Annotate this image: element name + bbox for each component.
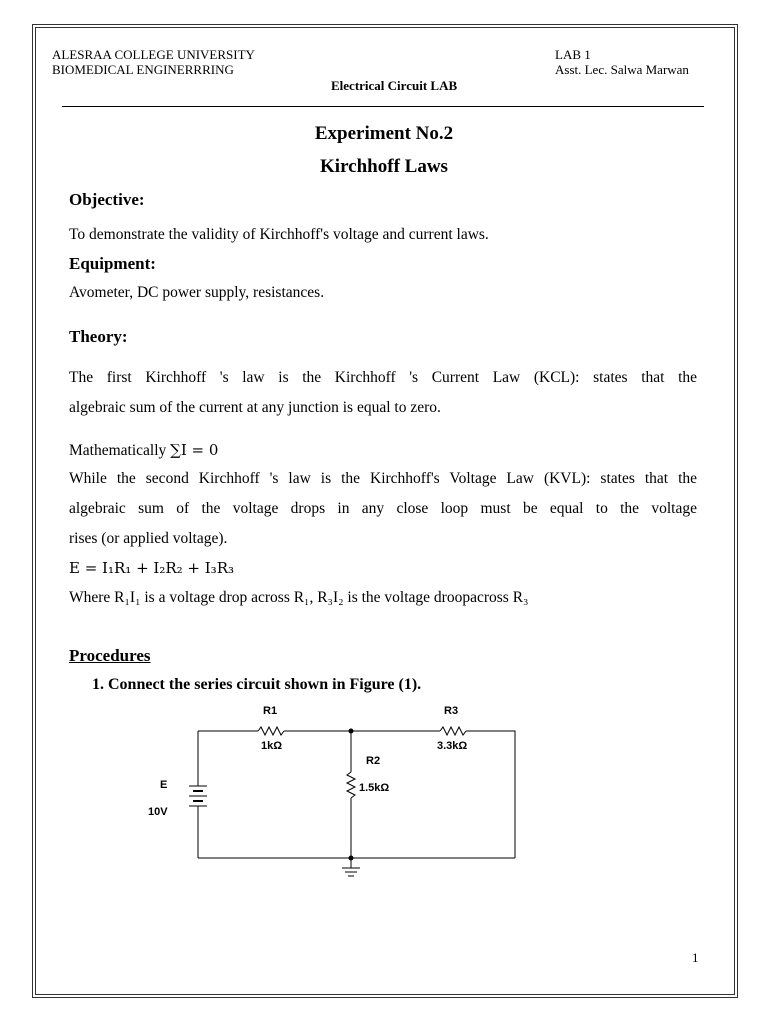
theory-heading: Theory: <box>69 327 128 346</box>
where-line: Where R₁I₁ is a voltage drop across R₁, R₃I₂ is the voltage droopacross R₃ <box>69 589 529 606</box>
objective-text: To demonstrate the validity of Kirchhoff's voltage and current laws. <box>69 226 489 243</box>
kcl-line-2: algebraic sum of the current at any junction is equal to zero. <box>69 399 441 416</box>
sum-current-equation: ∑I = 0 <box>170 441 219 459</box>
header-lab-number: LAB 1 <box>555 47 591 62</box>
junction-node-bottom <box>349 856 354 861</box>
r1-label: R1 <box>263 705 278 717</box>
kvl-line-2: algebraic sum of the voltage drops in any close loop must be equal to the voltage <box>69 500 697 517</box>
r1-value: 1kΩ <box>261 740 283 752</box>
r3-value: 3.3kΩ <box>437 740 468 752</box>
r3-label: R3 <box>444 705 459 717</box>
resistor-r2 <box>347 772 355 798</box>
header-university: ALESRAA COLLEGE UNIVERSITY <box>52 47 255 62</box>
resistor-r1 <box>258 727 284 735</box>
battery-symbol <box>189 786 207 806</box>
junction-node-top <box>349 729 354 734</box>
equipment-heading: Equipment: <box>69 254 156 273</box>
math-label: Mathematically <box>69 442 171 459</box>
source-label: E <box>160 779 168 791</box>
equipment-text: Avometer, DC power supply, resistances. <box>69 284 325 301</box>
r2-label: R2 <box>366 755 381 767</box>
kvl-line-1: While the second Kirchhoff 's law is the Kirchhoff's Voltage Law (KVL): states that the <box>69 470 697 487</box>
experiment-title: Experiment No.2 <box>314 123 454 144</box>
ground-icon <box>342 868 360 876</box>
objective-heading: Objective: <box>69 190 145 209</box>
procedure-step-1: 1. Connect the series circuit shown in Figure (1). <box>92 676 422 693</box>
wire-right <box>466 731 515 858</box>
resistor-r3 <box>440 727 466 735</box>
header-lecturer: Asst. Lec. Salwa Marwan <box>555 62 689 77</box>
r2-value: 1.5kΩ <box>359 782 390 794</box>
kvl-line-3: rises (or applied voltage). <box>69 530 228 547</box>
header-course: Electrical Circuit LAB <box>331 78 458 93</box>
source-value: 10V <box>148 806 168 818</box>
header-department: BIOMEDICAL ENGINERRRING <box>52 62 234 77</box>
experiment-topic: Kirchhoff Laws <box>320 156 448 177</box>
kvl-equation: E = I₁R₁ + I₂R₂ + I₃R₃ <box>69 559 234 577</box>
page-number: 1 <box>692 950 699 965</box>
kcl-line-1: The first Kirchhoff 's law is the Kirchhoff 's Current Law (KCL): states that the <box>69 369 697 386</box>
procedures-heading: Procedures <box>69 646 151 665</box>
